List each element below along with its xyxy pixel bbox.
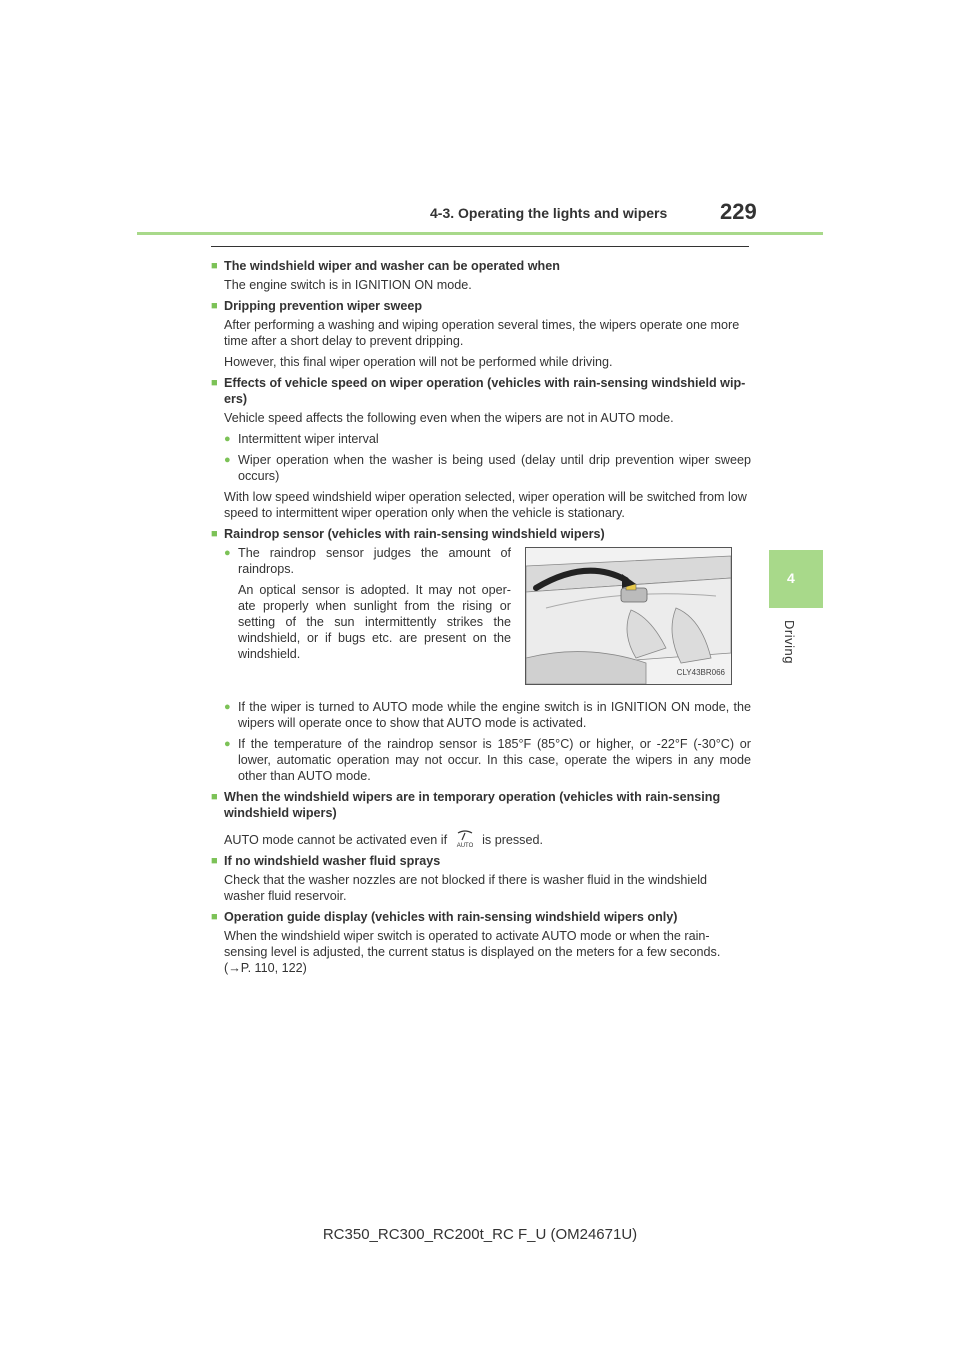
text: AUTO mode cannot be activated even if — [224, 833, 448, 847]
text: is pressed. — [482, 833, 543, 847]
content-rule — [211, 246, 749, 247]
heading-temporary-operation: ■ When the windshield wipers are in temporary operation (vehicles with rain-sensing windshield wipers) — [211, 789, 751, 821]
windshield-interior-illustration — [526, 548, 731, 684]
heading-dripping-prevention: ■ Dripping prevention wiper sweep — [211, 298, 751, 314]
paragraph: Check that the washer nozzles are not blocked if there is washer fluid in the windshield washer fluid reservoir. — [224, 873, 708, 903]
paragraph: After performing a washing and wiping operation several times, the wipers operate one more time after a short delay to prevent dripping. — [224, 318, 740, 348]
figure-code: CLY43BR066 — [676, 668, 725, 677]
bullet-item: ● If the temperature of the raindrop sensor is 185°F (85°C) or higher, or -22°F (-30°C) or lower, automatic operation may not occur. In this case, operate the wipers in any mode other than AUTO mode. — [211, 736, 751, 784]
auto-wiper-icon — [454, 830, 476, 848]
page-reference-link[interactable]: (→P. 110, 122) — [224, 961, 307, 975]
heading-raindrop-sensor: ■ Raindrop sensor (vehicles with rain-sensing windshield wipers) — [211, 526, 751, 542]
page-number: 229 — [720, 199, 757, 224]
chapter-number: 4 — [787, 570, 795, 586]
paragraph-auto-mode — [211, 830, 751, 848]
raindrop-sensor-illustration — [525, 547, 732, 685]
heading-wiper-operation-condition: ■ The windshield wiper and washer can be operated when — [211, 258, 751, 274]
header-rule — [137, 232, 823, 235]
paragraph: However, this final wiper operation will not be performed while driving. — [224, 355, 613, 369]
bullet-item: ● Wiper operation when the washer is being used (delay until drip prevention wiper sweep occurs) — [211, 452, 751, 484]
bullet-item: ● Intermittent wiper interval — [211, 431, 751, 447]
paragraph: The engine switch is in IGNITION ON mode. — [224, 278, 472, 292]
paragraph: When the windshield wiper switch is operated to activate AUTO mode or when the rain- sensing level is adjusted, the current status is displayed on the meters for a few seconds. — [224, 929, 721, 959]
page-content — [211, 258, 751, 981]
paragraph: An optical sensor is adopted. It may not oper- ate properly when sunlight from the rising or setting of the sun intermittently strikes the windshield, or if bugs etc. are present on the windshield. — [238, 583, 511, 661]
bullet-item: ● The raindrop sensor judges the amount of raindrops. — [211, 545, 511, 577]
heading-operation-guide-display: ■ Operation guide display (vehicles with rain-sensing windshield wipers only) — [211, 909, 751, 925]
heading-no-washer-fluid: ■ If no windshield washer fluid sprays — [211, 853, 751, 869]
chapter-tab[interactable] — [769, 550, 823, 608]
svg-text:AUTO: AUTO — [456, 843, 473, 848]
chapter-label: Driving — [782, 620, 797, 664]
bullet-item: ● If the wiper is turned to AUTO mode while the engine switch is in IGNITION ON mode, the wipers will operate once to show that AUTO mode is activated. — [211, 699, 751, 731]
manual-footer: RC350_RC300_RC200t_RC F_U (OM24671U) — [322, 1226, 638, 1243]
paragraph: Vehicle speed affects the following even when the wipers are not in AUTO mode. — [224, 411, 674, 425]
section-title: 4-3. Operating the lights and wipers — [430, 205, 668, 221]
raindrop-sensor-block — [211, 545, 751, 695]
paragraph: With low speed windshield wiper operation selected, wiper operation will be switched from low speed to intermittent wiper operation only when the vehicle is stationary. — [224, 490, 747, 520]
heading-vehicle-speed-effects: ■ Effects of vehicle speed on wiper operation (vehicles with rain-sensing windshield wip- ers) — [211, 375, 751, 407]
